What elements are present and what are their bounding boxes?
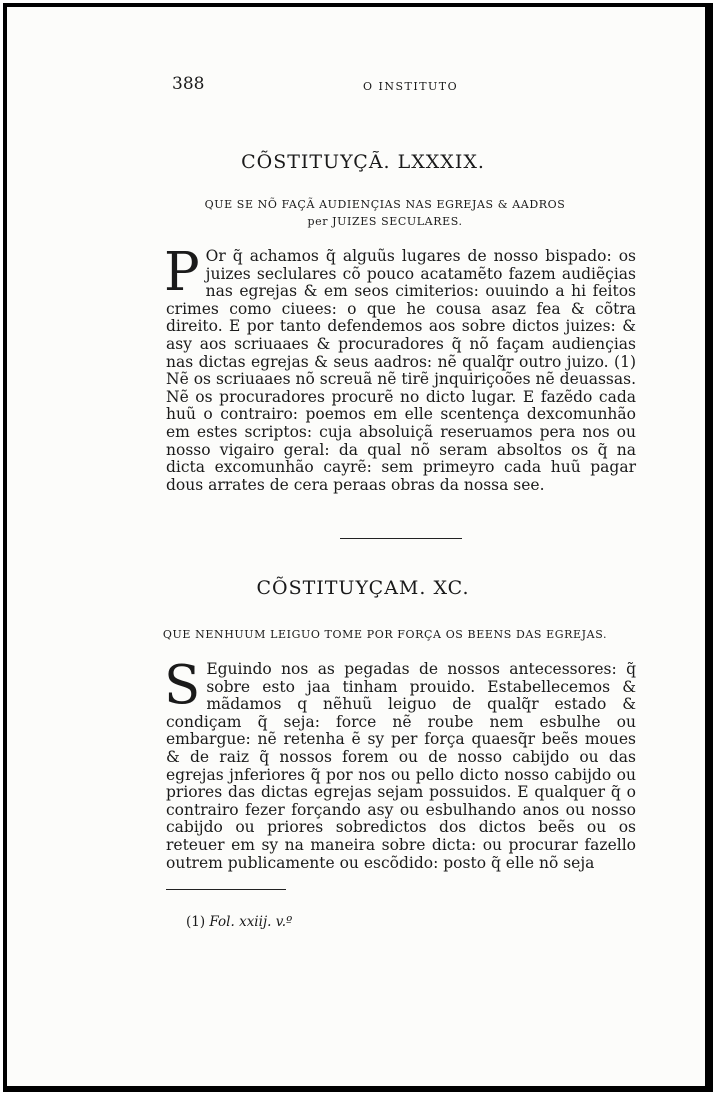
footnote-rule xyxy=(166,889,286,890)
paragraph-text: Or q̃ achamos q̃ alguũs lugares de nosso bispado: os juizes seclulares cõ pouco acatamẽto fazem audiẽçias nas egrejas & em seos cimiterios: ouuindo a hi feitos crimes como ciuees: o que he cousa asaz fea & cõtra direito. E por tanto defendemos aos sobre dictos juizes: & asy aos scriuaaes & procuradores q̃ nõ façam audiençias nas dictas egrejas & seus aadros: nẽ qualq̃r outro juizo. (1) Nẽ os scriuaaes nõ screuã nẽ tirẽ jnquiriçoões nẽ deuassas. Nẽ os procuradores procurẽ no dicto lugar. E fazẽdo cada huũ o contrairo: poemos em elle scentença dexcomunhão em estes scriptos: cuja absoluiçã reseruamos pera nos ou nosso vigairo geral: da qual nõ seram absoltos os q̃ na dicta excomunhão cayrẽ: sem primeyro cada huũ pagar dous arrates de cera peraas obras da nossa see. xyxy=(166,247,636,494)
subtitle-line: per JUIZES SECULARES. xyxy=(307,215,463,228)
section-divider xyxy=(340,538,462,539)
section-title: CÕSTITUYÇAM. XC. xyxy=(256,577,470,599)
paragraph xyxy=(164,242,636,494)
drop-cap: S xyxy=(164,655,201,716)
section-subtitle: QUE NENHUUM LEIGUO TOME POR FORÇA OS BEENS DAS EGREJAS. xyxy=(162,628,608,641)
section-subtitle xyxy=(150,196,620,230)
section-title: CÕSTITUYÇÃ. LXXXIX. xyxy=(241,151,485,173)
footnote xyxy=(186,914,292,930)
footnote-marker: (1) xyxy=(186,914,206,930)
paragraph xyxy=(164,655,636,872)
page-number: 388 xyxy=(172,74,205,94)
paragraph-text: Eguindo nos as pegadas de nossos antecessores: q̃ sobre esto jaa tinham prouido. Estabellecemos & mãdamos q nẽhuũ leiguo de qualq̃r estado & condiçam q̃ seja: force nẽ roube nem esbulhe ou embargue: nẽ retenha ẽ sy per força quaesq̃r beẽs moues & de raiz q̃ nossos forem ou de nosso cabijdo ou das egrejas jnferiores q̃ por nos ou pello dicto nosso cabijdo ou priores das dictas egrejas sejam possuidos. E qualquer q̃ o contrairo fezer forçando asy ou esbulhando anos ou nosso cabijdo ou priores sobredictos dos dictos beẽs ou os reteuer em sy na maneira sobre dicta: ou procurar fazello outrem publicamente ou escõdido: posto q̃ elle nõ seja xyxy=(166,660,636,872)
drop-cap: P xyxy=(164,242,200,303)
footnote-text: Fol. xxiij. v.º xyxy=(209,914,293,930)
subtitle-line: QUE SE NÕ FAÇÃ AUDIENÇIAS NAS EGREJAS & AADROS xyxy=(204,198,566,211)
running-title: O INSTITUTO xyxy=(363,80,459,93)
